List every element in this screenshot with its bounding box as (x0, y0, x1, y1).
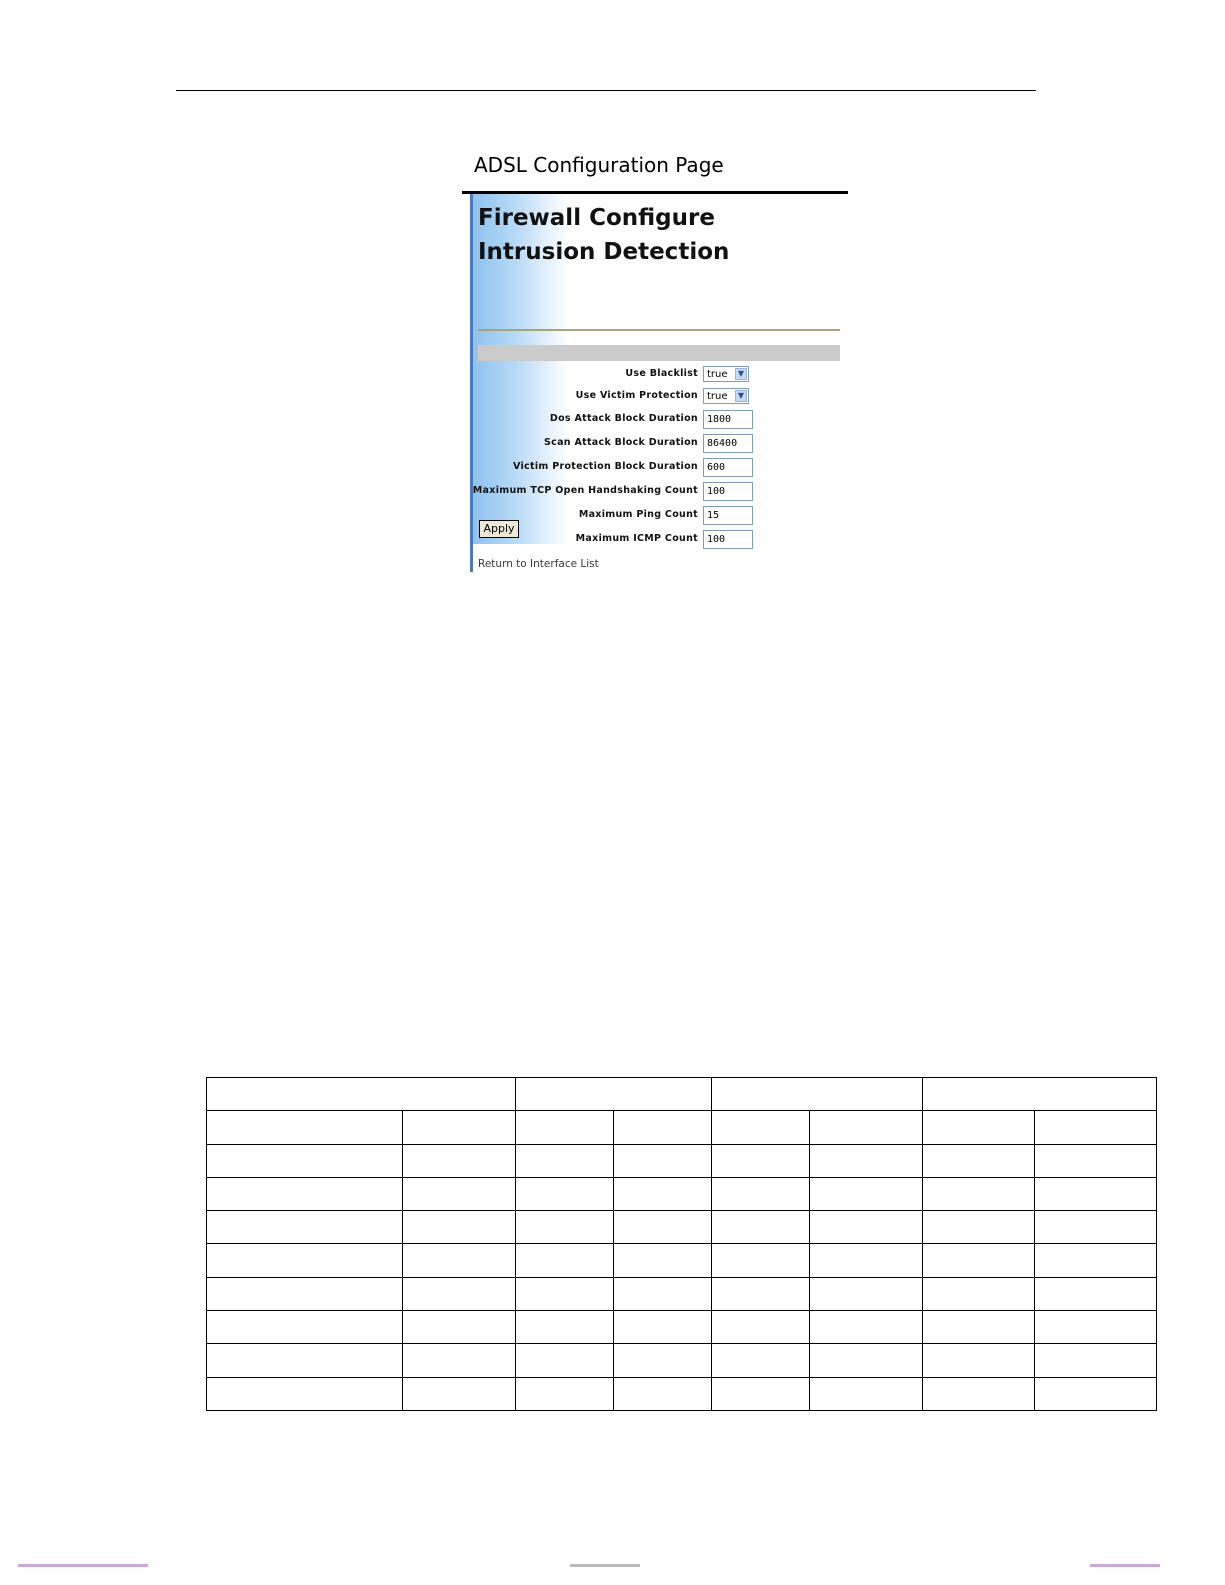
table-cell (207, 1344, 403, 1377)
page-title: ADSL Configuration Page (474, 153, 724, 177)
table-cell (614, 1277, 712, 1310)
table-cell (810, 1344, 923, 1377)
table-row (207, 1177, 1157, 1210)
table-cell (1035, 1177, 1157, 1210)
table-cell (810, 1277, 923, 1310)
table-cell (207, 1377, 403, 1410)
table-cell (810, 1177, 923, 1210)
table-cell (403, 1144, 516, 1177)
table-cell (712, 1244, 810, 1277)
table-cell (810, 1211, 923, 1244)
table-cell (1035, 1277, 1157, 1310)
row-max-tcp-open-handshaking-count (472, 482, 842, 502)
table-cell (516, 1111, 614, 1144)
table-cell (614, 1344, 712, 1377)
table-cell (207, 1078, 516, 1111)
chevron-down-icon[interactable]: ▼ (735, 390, 747, 402)
table-cell (712, 1211, 810, 1244)
chevron-down-icon[interactable]: ▼ (735, 368, 747, 380)
table-cell (516, 1144, 614, 1177)
table-cell (516, 1377, 614, 1410)
table-cell (516, 1211, 614, 1244)
table-cell (923, 1244, 1035, 1277)
max-icmp-count-input[interactable]: 100 (703, 530, 753, 549)
table-cell (923, 1311, 1035, 1344)
table-row (207, 1211, 1157, 1244)
table-cell (1035, 1377, 1157, 1410)
section-title: Firewall Configure Intrusion Detection (478, 205, 730, 265)
table-row (207, 1111, 1157, 1144)
use-blacklist-label: Use Blacklist (625, 368, 698, 379)
table-row (207, 1311, 1157, 1344)
table-cell (614, 1144, 712, 1177)
blank-data-table (206, 1077, 1157, 1411)
row-use-blacklist (478, 365, 842, 385)
table-cell (614, 1244, 712, 1277)
table-cell (207, 1311, 403, 1344)
table-cell (207, 1144, 403, 1177)
table-cell (516, 1244, 614, 1277)
table-cell (712, 1377, 810, 1410)
table-cell (207, 1277, 403, 1310)
table-cell (810, 1244, 923, 1277)
table-cell (403, 1244, 516, 1277)
table-cell (923, 1078, 1157, 1111)
scan-attack-block-duration-label: Scan Attack Block Duration (544, 437, 698, 448)
max-ping-count-input[interactable]: 15 (703, 506, 753, 525)
table-row (207, 1344, 1157, 1377)
table-cell (1035, 1311, 1157, 1344)
table-cell (403, 1311, 516, 1344)
table-cell (1035, 1211, 1157, 1244)
table-cell (614, 1211, 712, 1244)
table-cell (614, 1111, 712, 1144)
table-row (207, 1377, 1157, 1410)
table-cell (1035, 1144, 1157, 1177)
row-victim-protection-block-duration (478, 458, 842, 478)
table-cell (923, 1377, 1035, 1410)
table-cell (516, 1311, 614, 1344)
table-cell (516, 1344, 614, 1377)
table-cell (403, 1377, 516, 1410)
page-header-rule (176, 90, 1036, 91)
table-cell (614, 1377, 712, 1410)
table-cell (923, 1111, 1035, 1144)
table-cell (207, 1177, 403, 1210)
dos-attack-block-duration-input[interactable]: 1800 (703, 410, 753, 429)
table-cell (207, 1111, 403, 1144)
table-cell (1035, 1244, 1157, 1277)
row-dos-attack-block-duration (478, 410, 842, 430)
max-icmp-count-label: Maximum ICMP Count (575, 533, 698, 544)
table-cell (712, 1078, 923, 1111)
table-cell (403, 1111, 516, 1144)
section-divider (478, 329, 840, 331)
table-cell (712, 1344, 810, 1377)
table-cell (614, 1177, 712, 1210)
table-cell (923, 1344, 1035, 1377)
footer-mark (570, 1564, 640, 1567)
use-blacklist-value: true (707, 369, 728, 380)
scan-attack-block-duration-input[interactable]: 86400 (703, 434, 753, 453)
table-cell (712, 1311, 810, 1344)
victim-protection-block-duration-label: Victim Protection Block Duration (513, 461, 698, 472)
table-cell (207, 1244, 403, 1277)
table-cell (516, 1177, 614, 1210)
table-row (207, 1244, 1157, 1277)
max-tcp-open-handshaking-count-input[interactable]: 100 (703, 482, 753, 501)
table-cell (403, 1211, 516, 1244)
table-cell (810, 1144, 923, 1177)
return-to-interface-list-link[interactable]: Return to Interface List (478, 558, 599, 570)
table-cell (207, 1211, 403, 1244)
victim-protection-block-duration-input[interactable]: 600 (703, 458, 753, 477)
table-cell (1035, 1111, 1157, 1144)
footer-mark (1090, 1564, 1160, 1567)
dos-attack-block-duration-label: Dos Attack Block Duration (549, 413, 698, 424)
table-cell (403, 1344, 516, 1377)
table-cell (712, 1277, 810, 1310)
use-blacklist-select[interactable] (703, 366, 749, 382)
adsl-config-screenshot (462, 148, 848, 572)
table-row (207, 1144, 1157, 1177)
use-victim-protection-value: true (707, 391, 728, 402)
max-tcp-open-handshaking-count-label: Maximum TCP Open Handshaking Count (472, 485, 698, 496)
table-cell (712, 1144, 810, 1177)
table-header-row (207, 1078, 1157, 1111)
table-cell (923, 1277, 1035, 1310)
use-victim-protection-select[interactable] (703, 388, 749, 404)
apply-button[interactable]: Apply (479, 520, 519, 538)
use-victim-protection-label: Use Victim Protection (575, 390, 698, 401)
row-scan-attack-block-duration (478, 434, 842, 454)
content-frame (470, 194, 848, 572)
max-ping-count-label: Maximum Ping Count (578, 509, 698, 520)
row-max-ping-count (478, 506, 842, 526)
footer-strip (0, 1564, 1225, 1569)
table-cell (810, 1311, 923, 1344)
table-cell (712, 1177, 810, 1210)
table-cell (923, 1144, 1035, 1177)
row-max-icmp-count (478, 530, 842, 550)
table-cell (810, 1377, 923, 1410)
table-cell (614, 1311, 712, 1344)
table-cell (1035, 1344, 1157, 1377)
table-cell (516, 1078, 712, 1111)
footer-mark (18, 1564, 148, 1567)
table-row (207, 1277, 1157, 1310)
table-cell (923, 1177, 1035, 1210)
table-cell (516, 1277, 614, 1310)
table-cell (712, 1111, 810, 1144)
table-cell (403, 1277, 516, 1310)
form-header-band (478, 345, 840, 361)
table-cell (810, 1111, 923, 1144)
table-cell (923, 1211, 1035, 1244)
table-cell (403, 1177, 516, 1210)
row-use-victim-protection (478, 387, 842, 407)
